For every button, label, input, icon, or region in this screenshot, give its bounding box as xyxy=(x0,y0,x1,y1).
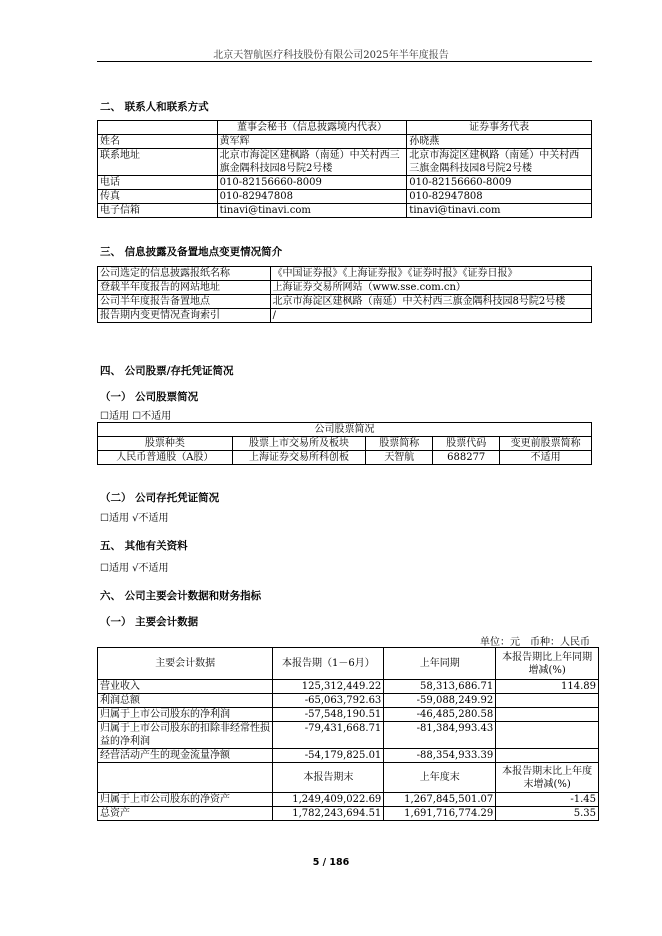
table-cell: -57,548,190.51 xyxy=(273,708,384,722)
table-row xyxy=(98,451,592,465)
section-4-sub2: （二） 公司存托凭证简况 xyxy=(100,492,220,504)
table-row xyxy=(98,267,592,281)
table-header-cell: 主要会计数据 xyxy=(98,648,273,680)
table-cell: 电子信箱 xyxy=(98,204,218,218)
table-row xyxy=(98,749,599,763)
table-cell: / xyxy=(270,309,591,323)
table-cell: 114.89 xyxy=(496,680,599,694)
table-cell: 归属于上市公司股东的扣除非经常性损益的净利润 xyxy=(98,722,273,749)
table-cell: 125,312,449.22 xyxy=(273,680,384,694)
disclosure-table xyxy=(97,266,592,323)
table-cell: 电话 xyxy=(98,176,218,190)
table-cell xyxy=(98,121,218,135)
table-cell: -88,354,933.39 xyxy=(384,749,496,763)
section-2-title: 二、 联系人和联系方式 xyxy=(100,101,209,113)
table-row xyxy=(98,423,592,437)
table-cell: 利润总额 xyxy=(98,694,273,708)
table-row xyxy=(98,176,592,190)
table-cell: -81,384,993.43 xyxy=(384,722,496,749)
table-cell xyxy=(98,763,273,793)
table-cell: 58,313,686.71 xyxy=(384,680,496,694)
table-cell: -1.45 xyxy=(496,793,599,807)
section-6-title: 六、 公司主要会计数据和财务指标 xyxy=(100,590,262,602)
table-cell: 天智航 xyxy=(366,451,433,465)
table-header-cell: 本报告期（1－6月） xyxy=(273,648,384,680)
table-header-cell: 变更前股票简称 xyxy=(500,437,592,451)
table-row xyxy=(98,648,599,680)
table-header-cell: 股票简称 xyxy=(366,437,433,451)
section-4-title: 四、 公司股票/存托凭证简况 xyxy=(100,365,234,377)
table-cell: 联系地址 xyxy=(98,149,218,176)
table-cell: 1,249,409,022.69 xyxy=(273,793,384,807)
page-header: 北京天智航医疗科技股份有限公司2025年半年度报告 xyxy=(213,50,449,61)
table-row xyxy=(98,149,592,176)
table-cell: 报告期内变更情况查询索引 xyxy=(98,309,271,323)
table-title-cell: 公司股票简况 xyxy=(98,423,592,437)
table-header-cell: 本报告期末比上年度末增减(%) xyxy=(496,763,599,793)
table-cell: 1,267,845,501.07 xyxy=(384,793,496,807)
section-3-title: 三、 信息披露及备置地点变更情况简介 xyxy=(100,246,283,258)
table-cell: 姓名 xyxy=(98,135,218,149)
table-row xyxy=(98,309,592,323)
accounting-data-table xyxy=(97,647,599,821)
table-cell: -79,431,668.71 xyxy=(273,722,384,749)
table-cell: 总资产 xyxy=(98,807,273,821)
table-cell xyxy=(496,749,599,763)
table-cell: -54,179,825.01 xyxy=(273,749,384,763)
applicability-option: ☐适用 ☐不适用 xyxy=(100,411,172,422)
table-cell: 公司半年度报告备置地点 xyxy=(98,295,271,309)
stock-table xyxy=(97,422,592,465)
table-cell: 688277 xyxy=(433,451,500,465)
table-cell: 010-82156660-8009 xyxy=(217,176,407,190)
table-row xyxy=(98,694,599,708)
table-cell: 人民币普通股（A股） xyxy=(98,451,233,465)
table-header-cell: 上年同期 xyxy=(384,648,496,680)
table-cell: 经营活动产生的现金流量净额 xyxy=(98,749,273,763)
table-header-cell: 本报告期末 xyxy=(273,763,384,793)
table-row xyxy=(98,807,599,821)
table-header-cell: 证券事务代表 xyxy=(407,121,592,135)
table-row xyxy=(98,680,599,694)
section-5-title: 五、 其他有关资料 xyxy=(100,540,188,552)
table-cell: -65,063,792.63 xyxy=(273,694,384,708)
table-row xyxy=(98,121,592,135)
table-cell: 公司选定的信息披露报纸名称 xyxy=(98,267,271,281)
table-cell: 上海证券交易所科创板 xyxy=(232,451,366,465)
email-link[interactable]: tinavi@tinavi.com xyxy=(217,204,407,218)
table-row xyxy=(98,190,592,204)
table-cell: 北京市海淀区建枫路（南延）中关村西三旗金隅科技园8号院2号楼 xyxy=(407,149,592,176)
table-header-cell: 董事会秘书（信息披露境内代表） xyxy=(217,121,407,135)
table-cell: 010-82156660-8009 xyxy=(407,176,592,190)
table-cell: 1,782,243,694.51 xyxy=(273,807,384,821)
contact-table xyxy=(97,120,592,218)
table-row xyxy=(98,204,592,218)
table-row xyxy=(98,135,592,149)
table-cell: -46,485,280.58 xyxy=(384,708,496,722)
table-cell: 登载半年度报告的网站地址 xyxy=(98,281,271,295)
table-row xyxy=(98,708,599,722)
table-header-cell: 上年度末 xyxy=(384,763,496,793)
table-cell: 孙晓燕 xyxy=(407,135,592,149)
table-header-cell: 股票上市交易所及板块 xyxy=(232,437,366,451)
table-cell: 5.35 xyxy=(496,807,599,821)
table-cell: 北京市海淀区建枫路（南延）中关村西三旗金隅科技园8号院2号楼 xyxy=(270,295,591,309)
section-6-sub1: （一） 主要会计数据 xyxy=(100,616,199,628)
table-row xyxy=(98,281,592,295)
table-cell: 010-82947808 xyxy=(217,190,407,204)
table-cell: 黄军辉 xyxy=(217,135,407,149)
table-cell xyxy=(496,708,599,722)
table-cell: 不适用 xyxy=(500,451,592,465)
table-cell: 北京市海淀区建枫路（南延）中关村西三旗金隅科技园8号院2号楼 xyxy=(217,149,407,176)
applicability-option: ☐适用 √不适用 xyxy=(100,563,169,574)
header-rule xyxy=(97,61,592,62)
table-cell: 归属于上市公司股东的净利润 xyxy=(98,708,273,722)
table-cell: 营业收入 xyxy=(98,680,273,694)
table-row xyxy=(98,763,599,793)
table-cell: 传真 xyxy=(98,190,218,204)
table-cell: 010-82947808 xyxy=(407,190,592,204)
applicability-option: ☐适用 √不适用 xyxy=(100,513,169,524)
page-number: 5 / 186 xyxy=(312,857,350,868)
table-row xyxy=(98,437,592,451)
website-link[interactable]: 上海证券交易所网站（www.sse.com.cn） xyxy=(270,281,591,295)
table-cell: 1,691,716,774.29 xyxy=(384,807,496,821)
table-cell xyxy=(496,694,599,708)
email-link[interactable]: tinavi@tinavi.com xyxy=(407,204,592,218)
table-row xyxy=(98,793,599,807)
table-header-cell: 本报告期比上年同期增减(%) xyxy=(496,648,599,680)
table-cell: -59,088,249.92 xyxy=(384,694,496,708)
currency-unit: 单位：元 币种：人民币 xyxy=(480,637,590,648)
table-row xyxy=(98,722,599,749)
table-cell: 《中国证券报》《上海证券报》《证券时报》《证券日报》 xyxy=(270,267,591,281)
section-4-sub1: （一） 公司股票简况 xyxy=(100,391,199,403)
table-row xyxy=(98,295,592,309)
table-header-cell: 股票代码 xyxy=(433,437,500,451)
table-cell: 归属于上市公司股东的净资产 xyxy=(98,793,273,807)
table-header-cell: 股票种类 xyxy=(98,437,233,451)
table-cell xyxy=(496,722,599,749)
